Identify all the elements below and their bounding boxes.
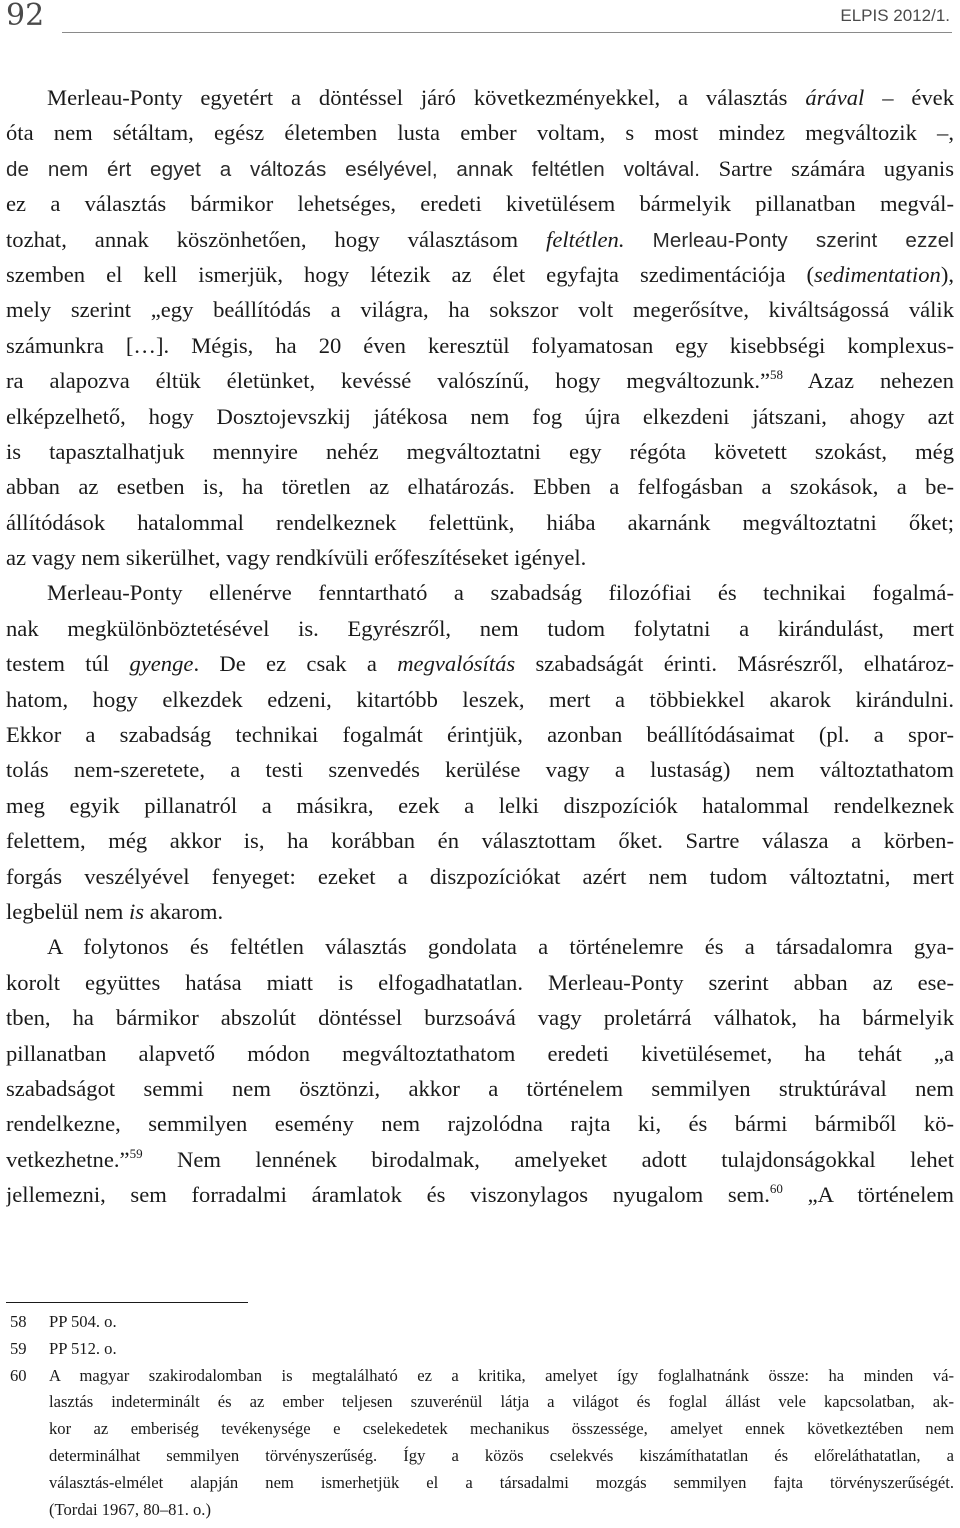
footnote-text: PP 504. o. <box>49 1312 117 1331</box>
text-line: legbelül nem is akarom. <box>6 898 224 924</box>
text-line: óta nem sétáltam, egész életemben lusta ember voltam, s most mindez megváltozik –, <box>6 120 954 146</box>
text-line: mely szerint „egy beállítódás a világra, ha sokszor volt megerősítve, kiváltságossá válik <box>6 297 954 323</box>
text-line: meg egyik pillanatról a másikra, ezek a lelki diszpozíciók hatalommal rendelkeznek <box>6 792 954 818</box>
text-line: Ekkor a szabadság technikai fogalmát érintjük, azonban beállítódásaimat (pl. a spor- <box>6 722 954 748</box>
footnotes <box>6 1309 954 1523</box>
text-line: számunkra […]. Mégis, ha 20 éven keresztül folyamatosan egy kisebbségi komplexus- <box>6 332 954 358</box>
footnote-number: 59 <box>10 1338 27 1358</box>
text-line: de nem ért egyet a változás esélyével, annak feltétlen voltával. Sartre számára ugyanis <box>6 155 954 181</box>
journal-issue-label: ELPIS 2012/1. <box>840 6 950 25</box>
footnote-text: A magyar szakirodalomban is megtalálható ez a kritika, amelyet így foglalhatnánk össze: ha minden vá- <box>49 1365 954 1385</box>
text-line: tben, ha bármikor abszolút döntéssel burzsoává vagy proletárrá válhatok, ha bármelyik <box>6 1005 954 1031</box>
text-line: állítódások hatalommal rendelkeznek felettünk, hiába akarnánk megváltoztatni őket; <box>6 509 954 535</box>
footnote-text: választás-elmélet alapján nem ismerhetjük el a társadalmi mozgás semmilyen fajta törvényszerűségét. <box>49 1472 954 1492</box>
text-line: az vagy nem sikerülhet, vagy rendkívüli erőfeszítéseket igényel. <box>6 545 587 571</box>
text-line: is tapasztalhatjuk mennyire nehéz megváltoztatni egy régóta követett szokást, még <box>6 438 954 464</box>
header-rule <box>62 32 952 33</box>
footnote-separator <box>6 1302 248 1303</box>
text-line: tolás nem-szeretete, a testi szenvedés kerülése vagy a lustaság) nem változtathatom <box>6 757 954 783</box>
text-line: forgás veszélyével fenyeget: ezeket a diszpozíciókat azért nem tudom változtatni, mert <box>6 863 954 889</box>
text-line: hatom, hogy elkezdek edzeni, kitartóbb leszek, mert a többiekkel akarok kirándulni. <box>6 686 954 712</box>
text-line: abban az esetben is, ha töretlen az elhatározás. Ebben a felfogásban a szokások, a be- <box>6 474 954 500</box>
text-line: pillanatban alapvető módon megváltoztathatom eredeti kivetülésemet, ha tehát „a <box>6 1040 954 1066</box>
footnote-58 <box>6 1309 954 1336</box>
text-line: vetkezhetne.”$^{59}$ Nem lennének birodalmak, amelyeket adott tulajdonságokkal lehet <box>6 1145 954 1172</box>
text-line: korolt együttes hatása miatt is elfogadhatatlan. Merleau-Ponty szerint abban az ese- <box>6 969 954 995</box>
running-header <box>0 0 960 34</box>
text-line: szabadságot semmi nem ösztönzi, akkor a történelem semmilyen struktúrával nem <box>6 1075 954 1101</box>
footnote-text: determinálhat semmilyen törvényszerűség. Így a közös cselekvés kiszámíthatatlan és előreláthatatlan, a <box>49 1445 954 1465</box>
footnote-ref-59[interactable]: 59 <box>129 1145 143 1161</box>
text-line: Merleau-Ponty egyetért a döntéssel járó következményekkel, a választás árával – évek <box>47 85 954 110</box>
footnote-text: kor az emberiség tevékenysége e cselekedetek mechanikus összessége, amelyet ennek következtében nem <box>49 1419 954 1439</box>
footnote-ref-58[interactable]: 58 <box>770 367 784 383</box>
text-line: testem túl gyenge. De ez csak a megvalósítás szabadságát érinti. Másrészről, elhatároz- <box>6 651 954 677</box>
text-line: ra alapozva éltük életünket, kevéssé valószínű, hogy megváltozunk.”$^{58}$ Azaz nehezen <box>6 367 954 394</box>
footnote-60 <box>6 1363 954 1524</box>
footnote-number: 58 <box>10 1312 27 1331</box>
footnote-text: (Tordai 1967, 80–81. o.) <box>49 1499 211 1519</box>
text-line: Merleau-Ponty ellenérve fenntartható a szabadság filozófiai és technikai fogalmá- <box>47 580 954 606</box>
text-line: nak megkülönböztetésével is. Egyrészről, nem tudom folytatni a kirándulást, mert <box>6 615 954 641</box>
text-line: A folytonos és feltétlen választás gondolata a történelemre és a társadalomra gya- <box>47 934 954 960</box>
footnote-text: lasztás indeterminált és az ember teljesen szuverénül látja a világot és foglal állást vele kapcsolatban, ak- <box>49 1392 954 1412</box>
page-number: 92 <box>6 0 45 33</box>
footnote-ref-60[interactable]: 60 <box>769 1181 783 1197</box>
footnote-text: PP 512. o. <box>49 1338 117 1358</box>
text-line: felettem, még akkor is, ha korábban én választottam őket. Sartre válasza a körben- <box>6 828 954 854</box>
text-line: ez a választás bármikor lehetséges, eredeti kivetülésem bármelyik pillanatban megvál- <box>6 191 954 217</box>
text-line: elképzelhető, hogy Dosztojevszkij játékosa nem fog újra elkezdeni játszani, ahogy azt <box>6 403 954 429</box>
text-line: szemben el kell ismerjük, hogy létezik az élet egyfajta szedimentációja (sedimentation), <box>6 261 954 287</box>
footnote-59 <box>6 1336 954 1363</box>
text-line: jellemezni, sem forradalmi áramlatok és viszonylagos nyugalom sem.$^{60}$ „A történelem <box>6 1181 954 1208</box>
footnote-number: 60 <box>10 1365 27 1385</box>
text-line: rendelkezne, semmilyen esemény nem rajzolódna rajta ki, és bármi bármiből kö- <box>6 1111 954 1137</box>
text-line: tozhat, annak köszönhetően, hogy választásom feltétlen. Merleau-Ponty szerint ezzel <box>6 226 954 252</box>
main-text <box>6 80 954 1213</box>
